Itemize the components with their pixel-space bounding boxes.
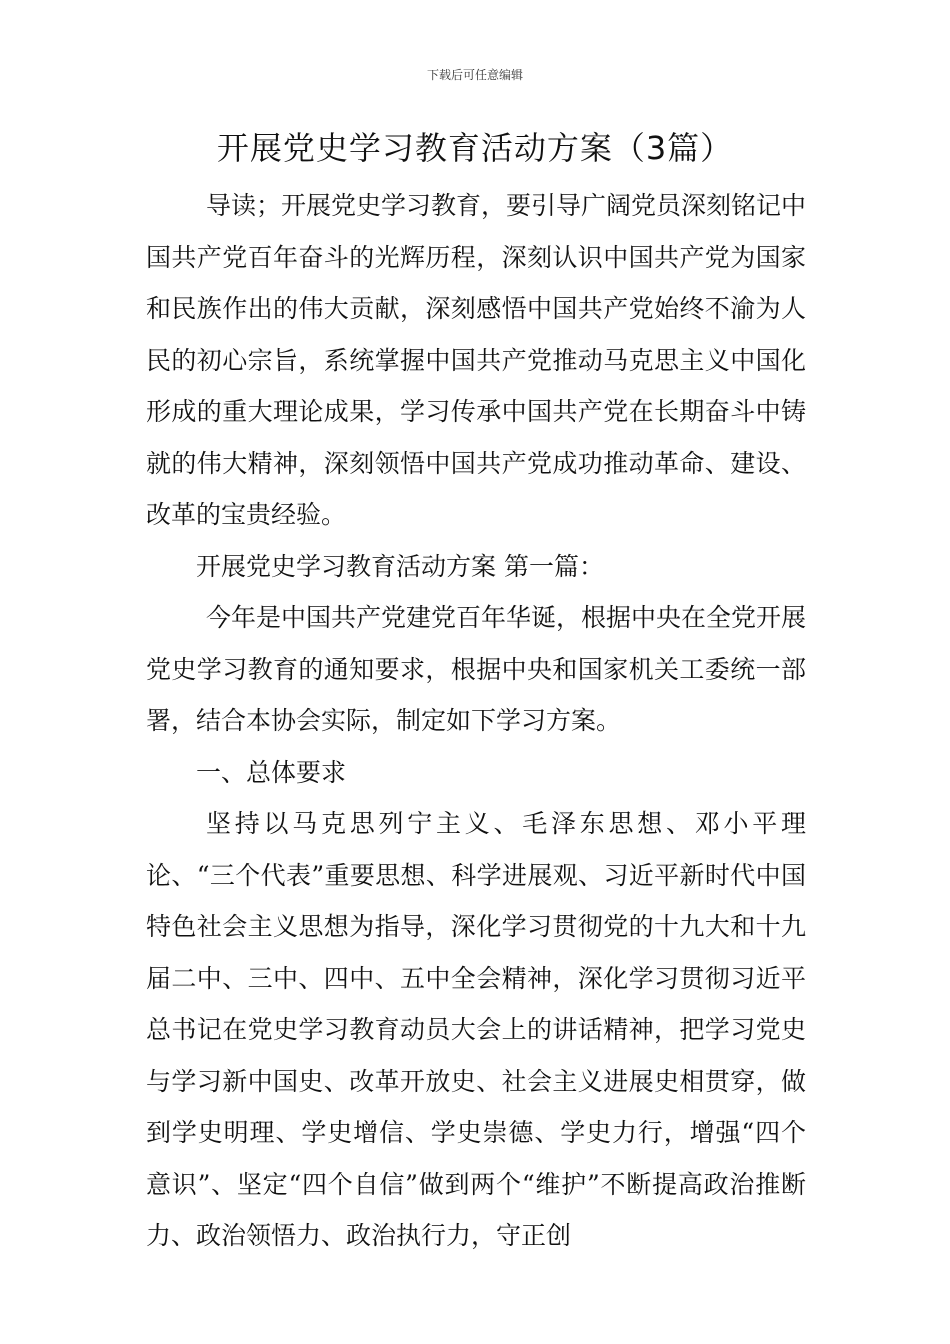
document-title: 开展党史学习教育活动方案（3篇） [216, 129, 734, 167]
paragraph-1: 今年是中国共产党建党百年华诞，根据中央在全党开展党史学习教育的通知要求，根据中央和国家机关工委统一部署，结合本协会实际，制定如下学习方案。 [146, 603, 807, 735]
header-note: 下载后可任意编辑 [426, 68, 523, 82]
heading-general-requirements: 一、总体要求 [196, 757, 347, 787]
section-title: 开展党史学习教育活动方案 第一篇： [196, 551, 604, 581]
paragraph-2: 坚持以马克思列宁主义、毛泽东思想、邓小平理论、“三个代表”重要思想、科学进展观、习近平新时代中国特色社会主义思想为指导，深化学习贯彻党的十九大和十九届二中、三中、四中、五中全会精神，深化学习贯彻习近平总书记在党史学习教育动员大会上的讲话精神，把学习党史与学习新中国史、改革开放史、社会主义进展史相贯穿，做到学史明理、学史增信、学史崇德、学史力行，增强“四个意识”、坚定“四个自信”做到两个“维护”不断提高政治推断力、政治领悟力、政治执行力，守正创 [146, 809, 806, 1250]
document-body [146, 180, 806, 1262]
intro-paragraph: 导读；开展党史学习教育，要引导广阔党员深刻铭记中国共产党百年奋斗的光辉历程，深刻认识中国共产党为国家和民族作出的伟大贡献，深刻感悟中国共产党始终不渝为人民的初心宗旨，系统掌握中国共产党推动马克思主义中国化形成的重大理论成果，学习传承中国共产党在长期奋斗中铸就的伟大精神，深刻领悟中国共产党成功推动革命、建设、改革的宝贵经验。 [146, 191, 807, 529]
